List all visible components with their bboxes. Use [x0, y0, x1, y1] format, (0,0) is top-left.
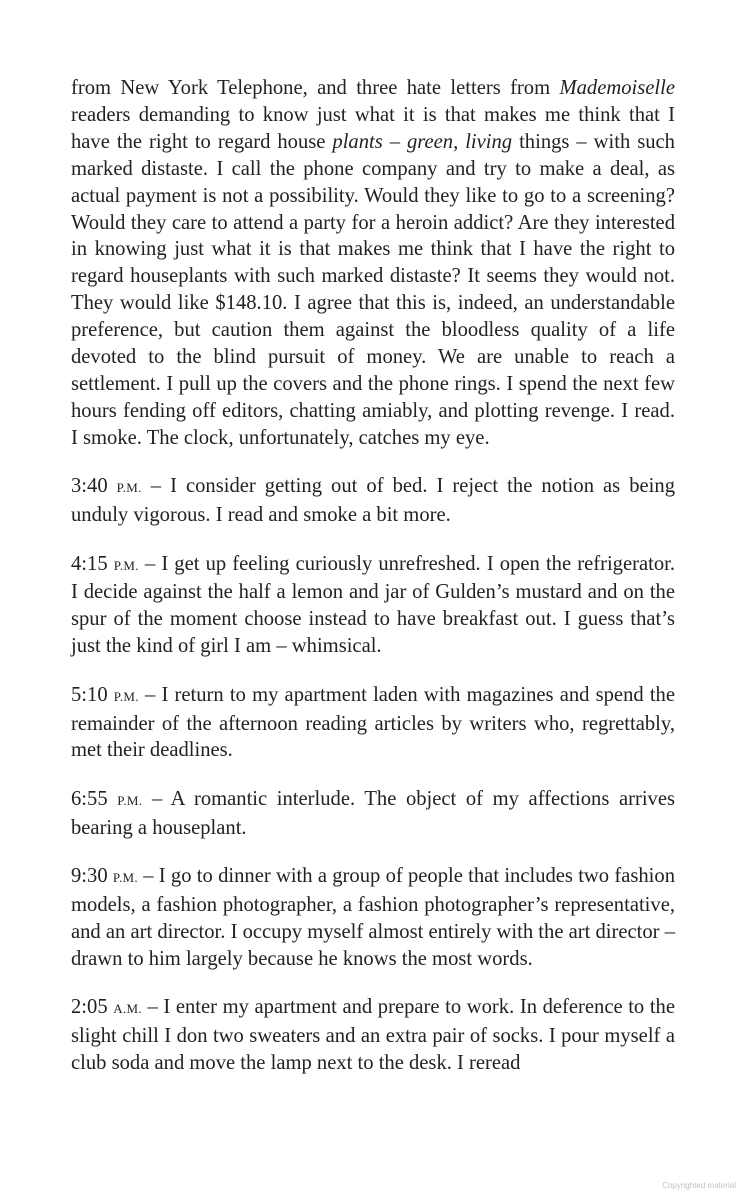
time-9-30: 9:30 — [71, 865, 113, 888]
paragraph-4-text: – I return to my apartment laden with magazines and spend the remainder of the afternoon reading articles by writers who, regrettably, met their deadlines. — [71, 683, 675, 762]
meridiem-pm: P.M. — [116, 480, 142, 496]
magazine-title: Mademoiselle — [559, 77, 675, 99]
paragraph-5-text: – A romantic interlude. The object of my affections arrives bearing a houseplant. — [71, 787, 675, 839]
paragraph-4 — [71, 682, 675, 765]
paragraph-3 — [71, 551, 675, 661]
emphasis-plants: plants – green, living — [332, 130, 513, 153]
paragraph-5 — [71, 786, 675, 842]
paragraph-2-text: – I consider getting out of bed. I reject the notion as being unduly vigorous. I read and smoke a bit more. — [71, 475, 675, 527]
meridiem-pm: P.M. — [117, 792, 143, 808]
meridiem-pm: P.M. — [112, 870, 138, 886]
paragraph-1-part-3: readers demanding to know just what it is that makes me think that I have the right to regard house — [71, 103, 675, 153]
time-4-15: 4:15 — [71, 552, 114, 575]
paragraph-7 — [71, 994, 675, 1077]
page-body — [71, 75, 675, 1099]
paragraph-2 — [71, 473, 675, 529]
meridiem-pm: P.M. — [113, 688, 139, 704]
paragraph-6 — [71, 863, 675, 973]
copyright-watermark: Copyrighted material — [662, 1181, 736, 1190]
time-3-40: 3:40 — [71, 475, 117, 498]
time-6-55: 6:55 — [71, 787, 118, 810]
meridiem-am: A.M. — [113, 1001, 142, 1017]
paragraph-1-part-5: things – with such marked distaste. I call the phone company and try to make a deal, as actual payment is not a possibility. Would they like to go to a screening? Would they care to attend a party for a heroin addict? Are they interested in knowing just what it is that makes me think that I have the right to regard houseplants with such marked distaste? It seems they would not. They would like $148.10. I agree that this is, indeed, an understandable preference, but caution them against the bloodless quality of a life devoted to the blind pursuit of money. We are unable to reach a settlement. I pull up the covers and the phone rings. I spend the next few hours fending off editors, chatting amiably, and plotting revenge. I read. I smoke. The clock, unfortunately, catches my eye. — [71, 130, 675, 449]
meridiem-pm: P.M. — [113, 557, 139, 573]
time-5-10: 5:10 — [71, 683, 114, 706]
paragraph-6-text: – I go to dinner with a group of people that includes two fashion models, a fashion photographer, a fashion photographer’s representative, and an art director. I occupy myself almost entirely with the art director – drawn to him largely because he knows the most words. — [71, 865, 676, 970]
paragraph-1 — [71, 75, 675, 452]
paragraph-1-part-1: from New York Telephone, and three hate letters from — [71, 77, 560, 99]
time-2-05: 2:05 — [71, 996, 114, 1019]
paragraph-7-text: – I enter my apartment and prepare to work. In deference to the slight chill I don two sweaters and an extra pair of socks. I pour myself a club soda and move the lamp next to the desk. I reread — [71, 996, 675, 1075]
paragraph-3-text: – I get up feeling curiously unrefreshed. I open the refrigerator. I decide against the half a lemon and jar of Gulden’s mustard and on the spur of the moment choose instead to have breakfast out. I guess that’s just the kind of girl I am – whimsical. — [71, 552, 675, 658]
